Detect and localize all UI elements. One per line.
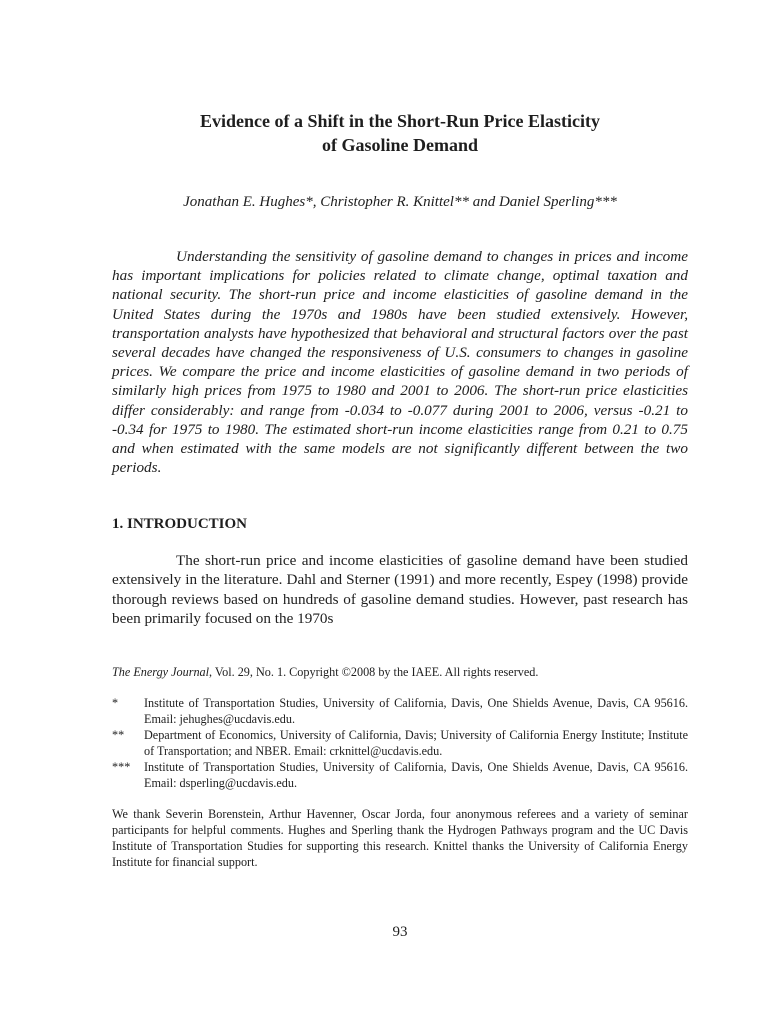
- page-number: 93: [392, 924, 408, 940]
- footnote-marker: ***: [112, 760, 131, 774]
- affiliation-footnotes: [112, 695, 688, 791]
- footnote-marker: *: [112, 696, 119, 710]
- paper-title: [112, 109, 688, 157]
- affiliation-footnote: [112, 695, 688, 727]
- footnote-text: Institute of Transportation Studies, University of California, Davis, One Shields Avenue, Davis, CA 95616. Email: jehughes@ucdavis.edu.: [144, 696, 688, 726]
- section-heading: 1. INTRODUCTION: [112, 516, 248, 532]
- footnote-text: Institute of Transportation Studies, University of California, Davis, One Shields Avenue, Davis, CA 95616. Email: dsperling@ucdavis.edu.: [144, 760, 688, 790]
- journal-citation: [112, 664, 688, 680]
- introduction-paragraph: The short-run price and income elasticities of gasoline demand have been studied extensively in the literature. Dahl and Sterner (1991) and more recently, Espey (1998) provide thorough reviews based on hundreds of gasoline demand studies. However, past research has been primarily focused on the 1970s: [112, 552, 688, 627]
- journal-name: The Energy Journal: [112, 665, 210, 679]
- author-list: Jonathan E. Hughes*, Christopher R. Knittel** and Daniel Sperling***: [183, 194, 617, 210]
- title-line-2: of Gasoline Demand: [321, 135, 478, 155]
- footnote-marker: **: [112, 728, 125, 742]
- footnote-text: Department of Economics, University of California, Davis; University of California Energy Institute; Institute of Transportation; and NBER. Email: crknittel@ucdavis.edu.: [144, 728, 688, 758]
- affiliation-footnote: [112, 727, 688, 759]
- journal-details: , Vol. 29, No. 1. Copyright ©2008 by the IAEE. All rights reserved.: [209, 665, 539, 679]
- affiliation-footnote: [112, 759, 688, 791]
- title-line-1: Evidence of a Shift in the Short-Run Price Elasticity: [200, 111, 600, 131]
- acknowledgments: We thank Severin Borenstein, Arthur Havenner, Oscar Jorda, four anonymous referees and a variety of seminar participants for helpful comments. Hughes and Sperling thank the Hydrogen Pathways program and the UC Davis Institute of Transportation Studies for supporting this research. Knittel thanks the University of California Energy Institute for financial support.: [112, 807, 688, 869]
- abstract: Understanding the sensitivity of gasoline demand to changes in prices and income has important implications for policies related to climate change, optimal taxation and national security. The short-run price and income elasticities of gasoline demand in the United States during the 1970s and 1980s have been studied extensively. However, transportation analysts have hypothesized that behavioral and structural factors over the past several decades have changed the responsiveness of U.S. consumers to changes in gasoline prices. We compare the price and income elasticities of gasoline demand in two periods of similarly high prices from 1975 to 1980 and 2001 to 2006. The short-run price elasticities differ considerably: and range from -0.034 to -0.077 during 2001 to 2006, versus -0.21 to -0.34 for 1975 to 1980. The estimated short-run income elasticities range from 0.21 to 0.75 and when estimated with the same models are not significantly different between the two periods.: [112, 248, 688, 477]
